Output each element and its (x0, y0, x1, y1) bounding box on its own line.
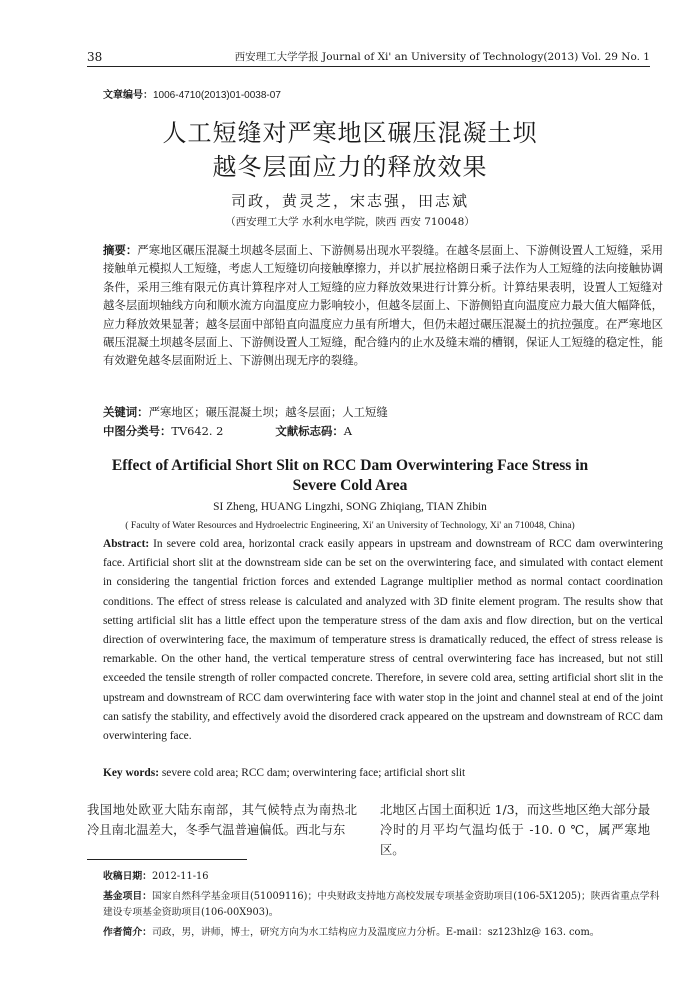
received-date: 2012-11-16 (151, 871, 209, 882)
footnote-fund (103, 889, 663, 921)
fund-text: 国家自然科学基金项目(51009116)；中央财政支持地方高校发展专项基金资助项目(106-5X1205)；陕西省重点学科建设专项基金资助项目(106-00X903)。 (103, 891, 660, 918)
body-column-right: 北地区占国土面积近 1/3，而这些地区绝大部分最冷时的月平均气温均低于 -10. 0 ℃，属严寒地区。 (380, 803, 650, 857)
fund-label: 基金项目： (103, 891, 152, 902)
en-affiliation: ( Faculty of Water Resources and Hydroelectric Engineering, Xi' an University of Technology, Xi' an 710048, China) (125, 520, 575, 531)
en-title-line2: Severe Cold Area (292, 477, 408, 494)
clc-value: TV642. 2 (171, 424, 224, 438)
en-title-line1: Effect of Artificial Short Slit on RCC Dam Overwintering Face Stress in (111, 457, 589, 474)
article-number (103, 86, 281, 101)
footnote-rule (87, 859, 247, 860)
doc-code-label: 文献标志码： (275, 424, 344, 438)
cn-abstract-label: 摘要： (103, 243, 138, 257)
cn-title-line1: 人工短缝对严寒地区碾压混凝土坝 (162, 119, 538, 147)
en-authors: SI Zheng, HUANG Lingzhi, SONG Zhiqiang, TIAN Zhibin (213, 501, 487, 513)
journal-name: 西安理工大学学报 Journal of Xi' an University of Technology(2013) Vol. 29 No. 1 (234, 51, 650, 63)
article-number-label: 文章编号： (103, 90, 153, 101)
cn-affiliation: （西安理工大学 水利水电学院，陕西 西安 710048） (225, 216, 475, 228)
clc-label: 中图分类号： (103, 424, 172, 438)
en-abstract (103, 535, 663, 746)
cn-keywords-label: 关键词： (103, 405, 149, 419)
cn-authors: 司政，黄灵芝，宋志强，田志斌 (230, 192, 469, 210)
cn-keywords-text: 严寒地区；碾压混凝土坝；越冬层面；人工短缝 (148, 405, 388, 419)
running-header (87, 48, 650, 64)
footnote-author (103, 925, 663, 941)
author-bio-label: 作者简介： (103, 927, 152, 938)
en-keywords-label: Key words: (103, 767, 159, 779)
en-keywords (103, 767, 663, 779)
header-rule (87, 66, 650, 67)
footnote-received (103, 869, 663, 885)
en-abstract-text: In severe cold area, horizontal crack easily appears in upstream and downstream of RCC dam overwintering face. Artificial short slit at the downstream side can be set on the overwintering face, and simulated with contact element in considering the tangential friction forces and extended Lagrange multiplier method as normal contact coordination conditions. The effect of stress release is calculated and analyzed with 3D finite element program. The results show that setting artificial slit has a little effect upon the temperature stress of the dam axis and flow direction, but on the vertical direction of overwintering face, the maximum of temperature stress is dramatically reduced, the effect of stress release is remarkable. On the other hand, the vertical temperature stress of central overwintering face has increased, but not still exceeded the tensile strength of roller compacted concrete. Therefore, in severe cold area, setting artificial short slit in the upstream and downstream of RCC dam overwintering face with water stop in the joint and channel steal at end of the joint can satisfy the stability, and effectively avoid the disordered crack appeared on the upstream and downstream of RCC dam overwintering face. (103, 538, 663, 743)
author-bio-text: 司政，男，讲师，博士，研究方向为水工结构应力及温度应力分析。E-mail：sz123hlz@ 163. com。 (151, 927, 600, 938)
page-number: 38 (87, 50, 103, 64)
cn-abstract-text: 严寒地区碾压混凝土坝越冬层面上、下游侧易出现水平裂缝。在越冬层面上、下游侧设置人工短缝，采用接触单元模拟人工短缝，考虑人工短缝切向接触摩擦力，并以扩展拉格朗日乘子法作为人工短缝的法向接触协调条件，采用三维有限元仿真计算程序对人工短缝的应力释放效果进行计算分析。计算结果表明，设置人工短缝对越冬层面坝轴线方向和顺水流方向温度应力影响较小，但越冬层面上、下游侧铅直向温度应力最大值大幅降低，应力释放效果显著；越冬层面中部铅直向温度应力虽有所增大，但仍未超过碾压混凝土的抗拉强度。在严寒地区碾压混凝土坝越冬层面上、下游侧设置人工短缝，配合缝内的止水及缝末端的槽钢，保证人工短缝的稳定性，能有效避免越冬层面附近上、下游侧出现无序的裂缝。 (103, 243, 663, 368)
en-abstract-label: Abstract: (103, 538, 150, 550)
en-keywords-text: severe cold area; RCC dam; overwintering face; artificial short slit (161, 767, 466, 779)
cn-classification (103, 423, 663, 439)
article-number-value: 1006-4710(2013)01-0038-07 (153, 90, 281, 101)
body-column-left: 我国地处欧亚大陆东南部，其气候特点为南热北冷且南北温差大，冬季气温普遍偏低。西北与东 (87, 803, 357, 837)
cn-abstract (103, 241, 663, 370)
cn-keywords (103, 404, 663, 420)
received-label: 收稿日期： (103, 871, 152, 882)
doc-code-value: A (343, 424, 353, 438)
cn-title-line2: 越冬层面应力的释放效果 (212, 153, 488, 181)
